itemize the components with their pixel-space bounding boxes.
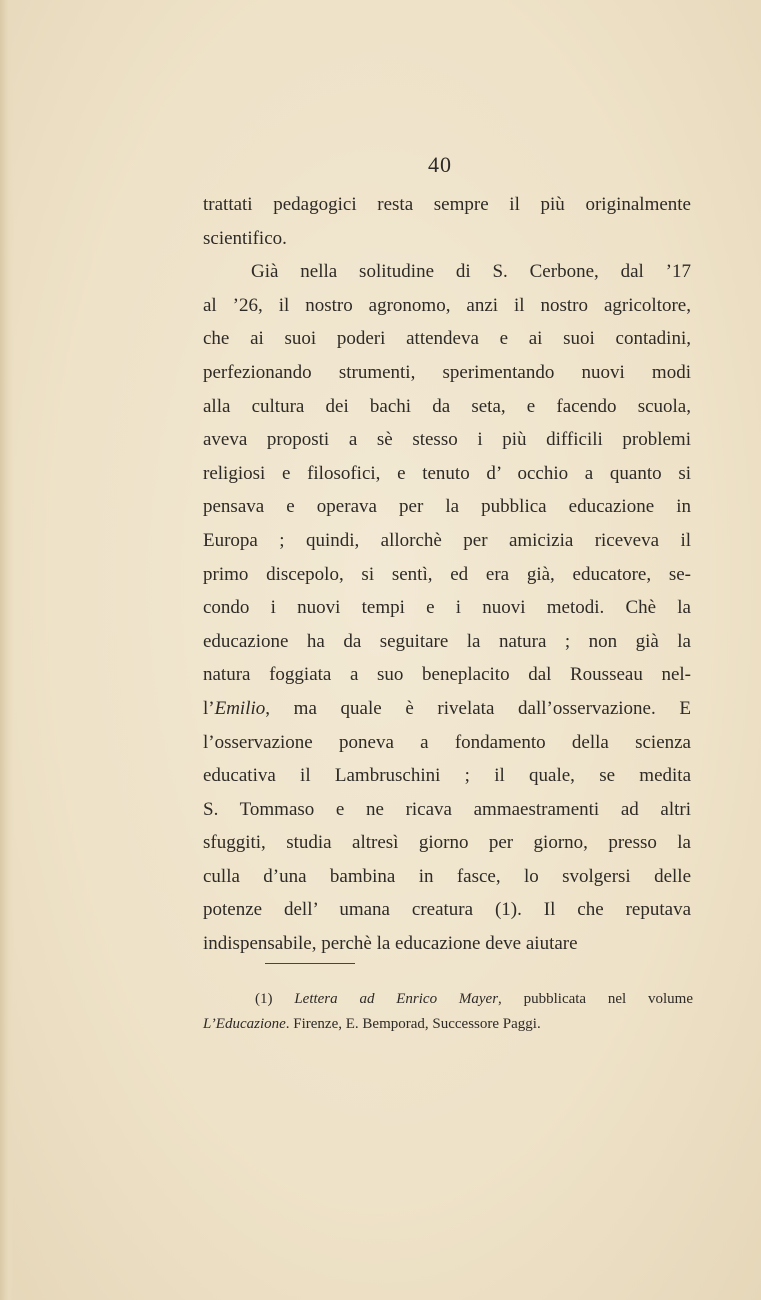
text-line-emilio	[203, 692, 691, 726]
footnote-text: , pubblicata nel volume	[498, 991, 694, 1007]
text-line: culla d’una bambina in fasce, lo svolgersi delle	[203, 865, 691, 887]
footnote-publisher: . Firenze, E. Bemporad, Successore Paggi.	[285, 1016, 541, 1032]
text-line: religiosi e filosofici, e tenuto d’ occhio a quanto si	[203, 462, 691, 484]
text-line: educativa il Lambruschini ; il quale, se medita	[203, 765, 691, 787]
emilio-title: Emilio	[214, 697, 266, 719]
text-line: scientifico.	[203, 227, 287, 249]
text-line: condo i nuovi tempi e i nuovi metodi. Chè la	[203, 597, 691, 619]
footnote-line	[203, 1012, 693, 1037]
footnote	[203, 987, 693, 1037]
text-line: indispensabile, perchè la educazione deve aiutare	[203, 933, 578, 955]
text-line: l’osservazione poneva a fondamento della scienza	[203, 731, 691, 753]
text-line: che ai suoi poderi attendeva e ai suoi contadini,	[203, 328, 691, 350]
text-line: trattati pedagogici resta sempre il più originalmente	[203, 194, 691, 215]
text-line: sfuggiti, studia altresì giorno per giorno, presso la	[203, 832, 691, 854]
text-line: alla cultura dei bachi da seta, e facendo scuola,	[203, 395, 691, 417]
footnote-title: Lettera ad Enrico Mayer	[294, 991, 499, 1007]
emilio-prefix: l’	[203, 697, 215, 719]
text-line: primo discepolo, si sentì, ed era già, educatore, se-	[203, 563, 691, 585]
text-line: S. Tommaso e ne ricava ammaestramenti ad altri	[203, 798, 691, 820]
text-line: natura foggiata a suo beneplacito dal Rousseau nel-	[203, 664, 691, 686]
text-line: potenze dell’ umana creatura (1). Il che reputava	[203, 899, 691, 921]
text-line: aveva proposti a sè stesso i più difficili problemi	[203, 429, 691, 451]
footnote-line	[203, 987, 693, 1012]
text-line: al ’26, il nostro agronomo, anzi il nostro agricoltore,	[203, 294, 691, 316]
text-line: Già nella solitudine di S. Cerbone, dal ’17	[251, 261, 691, 283]
binding-edge	[0, 0, 14, 1300]
footnote-volume-title: L’Educazione	[203, 1016, 286, 1032]
footnote-marker: (1)	[255, 991, 273, 1007]
page-number: 40	[428, 152, 452, 177]
emilio-suffix: , ma quale è rivelata dall’osservazione. E	[265, 697, 691, 719]
text-line: pensava e operava per la pubblica educazione in	[203, 496, 691, 518]
footnote-divider	[265, 963, 355, 964]
text-line: educazione ha da seguitare la natura ; non già la	[203, 630, 691, 652]
text-line: perfezionando strumenti, sperimentando nuovi modi	[203, 361, 691, 383]
text-line: Europa ; quindi, allorchè per amicizia riceveva il	[203, 529, 691, 551]
body-text	[203, 188, 691, 961]
